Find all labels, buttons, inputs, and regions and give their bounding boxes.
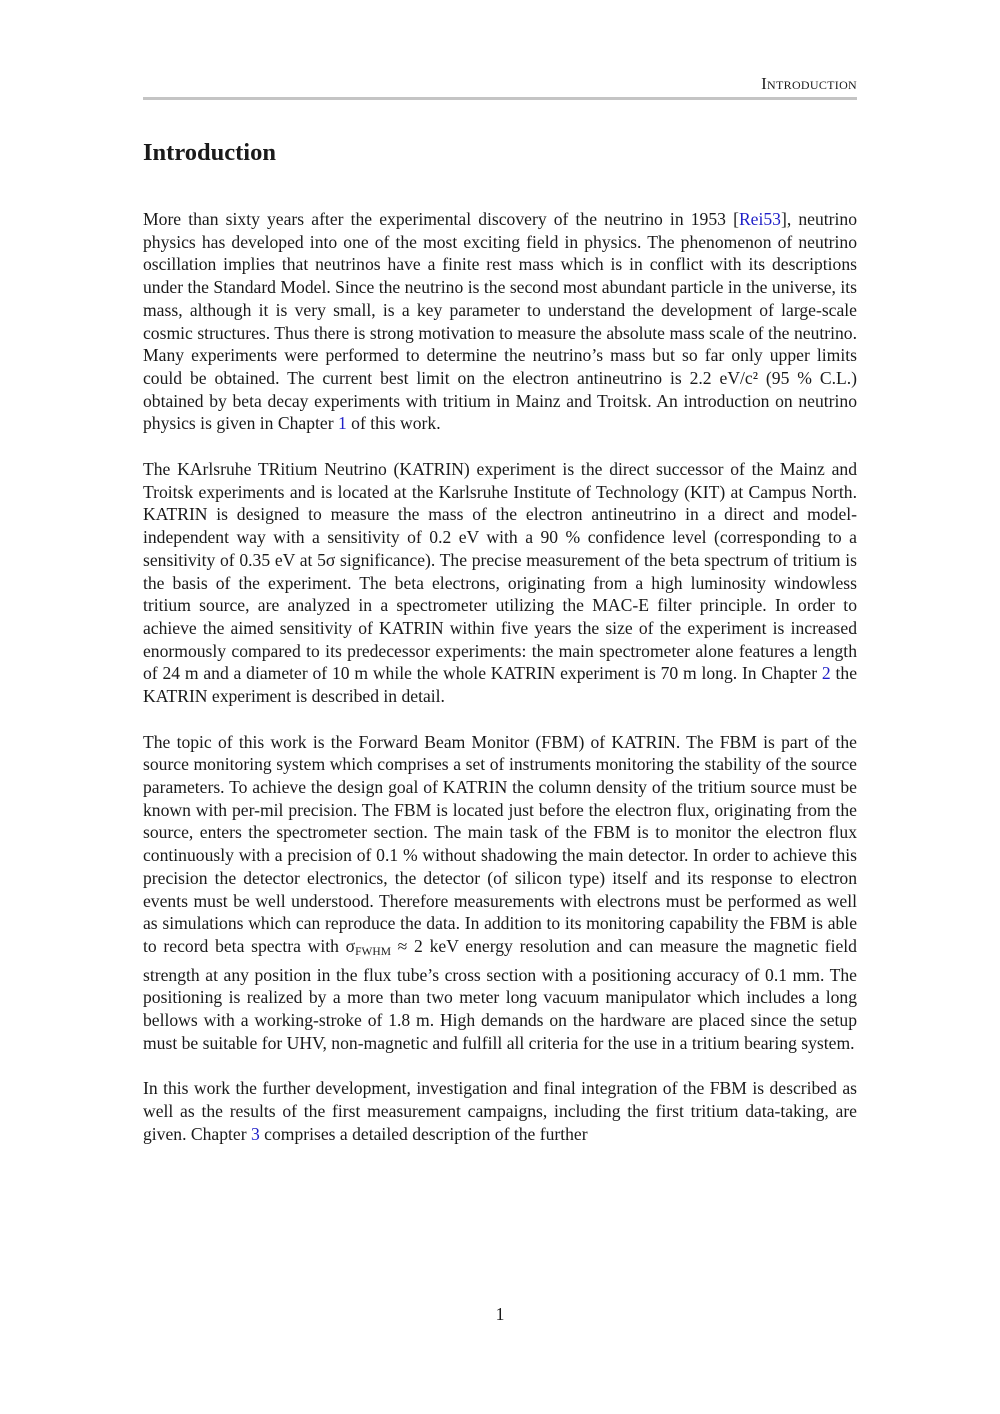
p1-text-3: of this work. [346,413,441,434]
p3-text-1: The topic of this work is the Forward Beam Monitor (FBM) of KATRIN. The FBM is part of the source monitoring system which comprises a set of instruments monitoring the stability of the source parameters. To achieve the design goal of KATRIN the column density of the tritium source must be known with per-mil precision. The FBM is located just before the electron flux, originating from the source, enters the spectrometer section. The main task of the FBM is to monitor the electron flux continuously with a precision of 0.1 % without shadowing the main detector. In order to achieve this precision the detector electronics, the detector (of silicon type) itself and its response to electron events must be well understood. Therefore measurements with electrons must be performed as well as simulations which can reproduce the data. In addition to its monitoring capability the FBM is able to record beta spectra with σ [143,731,857,956]
p4-text-2: comprises a detailed description of the further [259,1123,588,1144]
chapter-ref-link[interactable]: 3 [250,1123,260,1144]
p1-text-2: ], neutrino physics has developed into one of the most exciting field in physics. The phenomenon of neutrino oscillation implies that neutrinos have a finite rest mass which is in conflict with its descriptions under the Standard Model. Since the neutrino is the second most abundant particle in the universe, its mass, although it is very small, is a key parameter to understand the development of large-scale cosmic structures. Thus there is strong motivation to measure the absolute mass scale of the neutrino. Many experiments were performed to determine the neutrino’s mass but so far only upper limits could be obtained. The current best limit on the electron antineutrino is 2.2 eV/c² (95 % C.L.) obtained by beta decay experiments with tritium in Mainz and Troitsk. An introduction on neutrino physics is given in Chapter [143,209,857,434]
p3-text-2: ≈ 2 keV energy resolution and can measure the magnetic field strength at any position in the flux tube’s cross section with a positioning accuracy of 0.1 mm. The positioning is realized by a more than two meter long vacuum manipulator which includes a long bellows with a working-stroke of 1.8 m. High demands on the hardware are placed since the setup must be suitable for UHV, non-magnetic and fulfill all criteria for the use in a tritium bearing system. [143,936,857,1053]
running-head: Introduction [761,74,857,93]
p4-text-1: In this work the further development, investigation and final integration of the FBM is described as well as the results of the first measurement campaigns, including the first tritium data-taking, are given. Chapter [143,1078,857,1144]
paragraph-2 [143,458,857,708]
fwhm-subscript: FWHM [355,946,391,958]
paragraph-1 [143,208,857,435]
chapter-ref-link[interactable]: 2 [821,663,831,684]
paragraph-4 [143,1077,857,1145]
body-text [143,208,857,1168]
header-rule [143,97,857,100]
p2-text-1: The KArlsruhe TRitium Neutrino (KATRIN) experiment is the direct successor of the Mainz and Troitsk experiments and is located at the Karlsruhe Institute of Technology (KIT) at Campus North. KATRIN is designed to measure the mass of the electron antineutrino in a direct and model-independent way with a sensitivity of 0.2 eV with a 90 % confidence level (corresponding to a sensitivity of 0.35 eV at 5σ significance). The precise measurement of the beta spectrum of tritium is the basis of the experiment. The beta electrons, originating from a high luminosity windowless tritium source, are analyzed in a spectrometer utilizing the MAC-E filter principle. In order to achieve the aimed sensitivity of KATRIN within five years the size of the experiment is increased enormously compared to its predecessor experiments: the main spectrometer alone features a length of 24 m and a diameter of 10 m while the whole KATRIN experiment is 70 m long. In Chapter [143,458,857,684]
p2-text-2: the KATRIN experiment is described in detail. [143,663,857,707]
paragraph-3 [143,731,857,1055]
citation-link[interactable]: Rei53 [738,209,781,229]
chapter-ref-link[interactable]: 1 [337,413,347,434]
chapter-title: Introduction [143,139,276,166]
p1-text-1: More than sixty years after the experimental discovery of the neutrino in 1953 [ [143,209,739,229]
page-number: 1 [495,1304,505,1324]
